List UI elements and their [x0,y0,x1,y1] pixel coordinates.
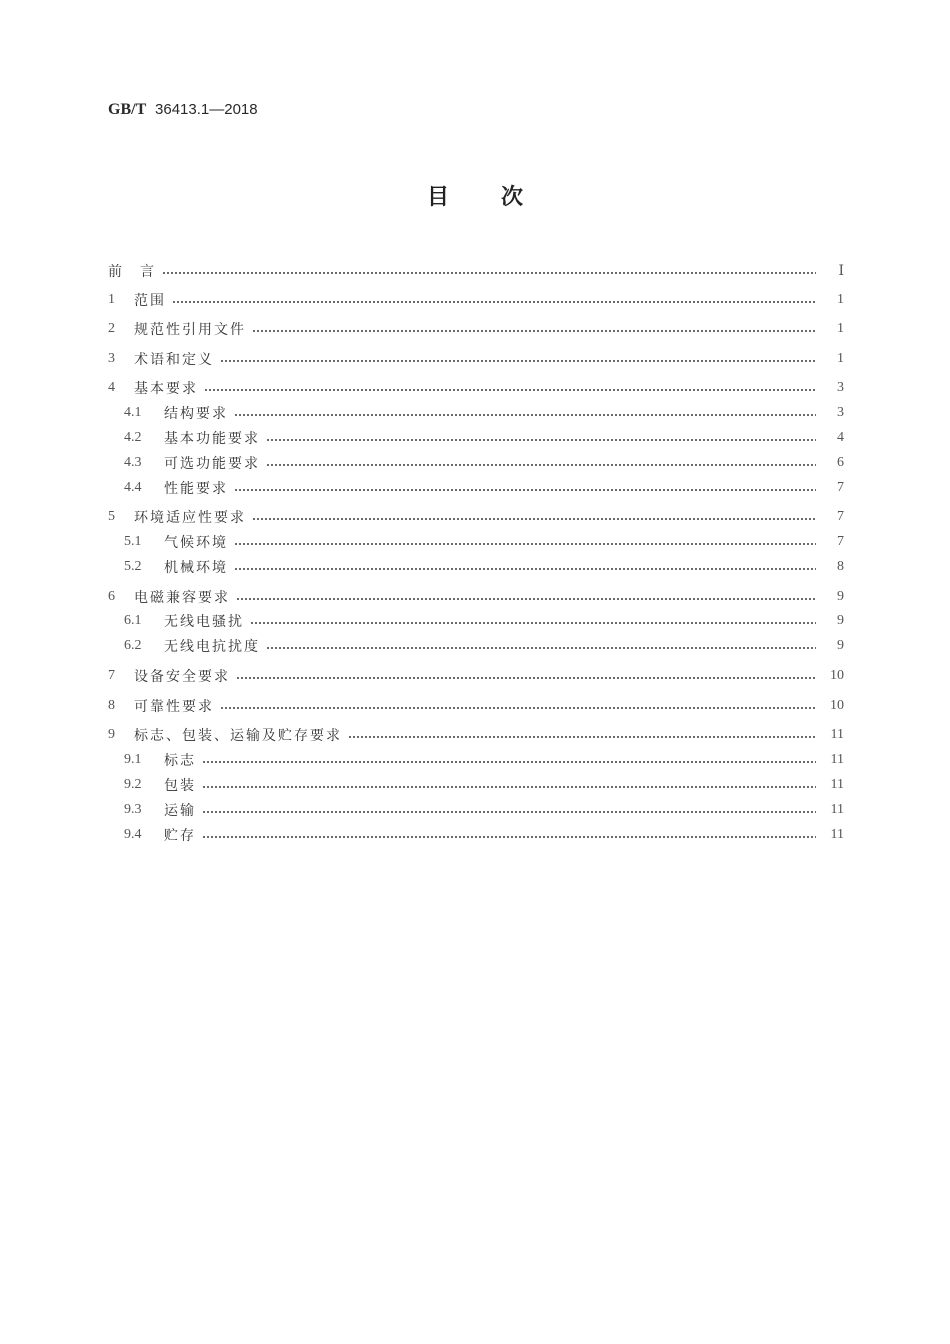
toc-entry[interactable] [108,798,844,822]
toc-entry-label: 环境适应性要求 [134,510,246,526]
toc-entry-page: 3 [837,380,844,395]
toc-entry-label: 气候环境 [164,535,228,551]
toc-entry-number: 4.4 [124,480,142,495]
dot-leader [234,568,816,570]
toc-entry-number: 1 [108,292,115,307]
dot-leader [250,622,816,624]
toc-entry-number: 6 [108,589,115,604]
toc-entry-page: 11 [830,827,844,842]
toc-entry-label: 性能要求 [164,481,228,497]
toc-entry[interactable] [108,664,844,688]
dot-leader [266,439,816,441]
toc-entry[interactable] [108,585,844,609]
dot-leader [202,761,816,763]
toc-entry-label: 无线电骚扰 [164,614,244,630]
toc-entry-page: 9 [837,613,844,628]
dot-leader [252,330,816,332]
toc-entry-page: 7 [837,480,844,495]
toc-entry[interactable] [108,634,844,658]
toc-entry[interactable] [108,451,844,475]
toc-entry[interactable] [108,317,844,341]
dot-leader [266,647,816,649]
toc-entry-label: 术语和定义 [134,352,214,368]
toc-entry[interactable] [108,694,844,718]
toc-entry-page: 8 [837,559,844,574]
toc-entry[interactable] [108,288,844,312]
dot-leader [220,707,816,709]
toc-entry-page: 10 [830,698,844,713]
toc-entry-label: 基本功能要求 [164,431,260,447]
toc-entry[interactable] [108,476,844,500]
toc-entry-page: 3 [837,405,844,420]
toc-entry-label: 结构要求 [164,406,228,422]
toc-entry-number: 9.4 [124,827,142,842]
toc-entry[interactable] [108,259,844,283]
dot-leader [236,677,816,679]
dot-leader [202,836,816,838]
toc-entry-page: 9 [837,589,844,604]
toc-entry[interactable] [108,773,844,797]
dot-leader [234,414,816,416]
title-char-2: 次 [501,185,524,210]
toc-entry-number: 7 [108,668,115,683]
toc-entry-label: 可靠性要求 [134,699,214,715]
standard-prefix: GB/T [108,101,147,118]
toc-entry[interactable] [108,505,844,529]
standard-number: 36413.1—2018 [155,101,258,118]
toc-entry-number: 4.1 [124,405,142,420]
toc-entry[interactable] [108,609,844,633]
toc-entry[interactable] [108,723,844,747]
toc-entry[interactable] [108,823,844,847]
toc-entry-label: 无线电抗扰度 [164,639,260,655]
toc-entry-page: 7 [837,534,844,549]
toc-entry-number: 3 [108,351,115,366]
toc-entry-label: 包装 [164,778,196,794]
toc-entry-number: 5.1 [124,534,142,549]
dot-leader [236,598,816,600]
dot-leader [234,543,816,545]
toc-entry[interactable] [108,401,844,425]
toc-entry-number: 4 [108,380,115,395]
toc-entry-label: 标志、包装、运输及贮存要求 [134,728,342,744]
toc-entry-page: 7 [837,509,844,524]
standard-code [108,100,258,119]
toc-entry-page: 6 [837,455,844,470]
title-char-1: 目 [426,185,449,210]
toc-entry-page: 4 [837,430,844,445]
toc-entry-label: 可选功能要求 [164,456,260,472]
toc-entry-number: 8 [108,698,115,713]
dot-leader [234,489,816,491]
toc-entry-label: 运输 [164,803,196,819]
toc-entry-page: 11 [830,777,844,792]
dot-leader [202,811,816,813]
toc-entry-label: 前 言 [108,264,156,280]
toc-entry-number: 9.3 [124,802,142,817]
toc-entry-label: 规范性引用文件 [134,322,246,338]
toc-entry-page: Ⅰ [838,263,844,279]
toc-entry[interactable] [108,748,844,772]
toc-entry-page: 1 [837,292,844,307]
toc-entry-label: 电磁兼容要求 [134,590,230,606]
toc-entry-number: 9.1 [124,752,142,767]
dot-leader [266,464,816,466]
toc-entry-page: 9 [837,638,844,653]
toc-entry-number: 2 [108,321,115,336]
toc-entry-label: 基本要求 [134,381,198,397]
dot-leader [252,518,816,520]
toc-entry[interactable] [108,376,844,400]
dot-leader [204,389,816,391]
toc-entry-page: 1 [837,351,844,366]
toc-entry-label: 设备安全要求 [134,669,230,685]
toc-entry-number: 6.2 [124,638,142,653]
toc-entry-page: 10 [830,668,844,683]
toc-entry[interactable] [108,347,844,371]
toc-entry-page: 11 [830,802,844,817]
toc-entry-number: 9 [108,727,115,742]
toc-entry-page: 11 [830,727,844,742]
toc-entry-page: 11 [830,752,844,767]
toc-entry[interactable] [108,426,844,450]
toc-entry-number: 6.1 [124,613,142,628]
toc-entry-label: 机械环境 [164,560,228,576]
toc-entry-number: 4.2 [124,430,142,445]
toc-entry-number: 5.2 [124,559,142,574]
toc-entry-label: 范围 [134,293,166,309]
dot-leader [348,736,816,738]
toc-entry-number: 4.3 [124,455,142,470]
toc-entry-number: 5 [108,509,115,524]
dot-leader [172,301,816,303]
toc-entry-label: 贮存 [164,828,196,844]
page-title [0,180,950,211]
dot-leader [220,360,816,362]
toc-entry-label: 标志 [164,753,196,769]
toc-entry[interactable] [108,555,844,579]
toc-entry[interactable] [108,530,844,554]
dot-leader [202,786,816,788]
toc-entry-page: 1 [837,321,844,336]
dot-leader [162,272,816,274]
toc-entry-number: 9.2 [124,777,142,792]
